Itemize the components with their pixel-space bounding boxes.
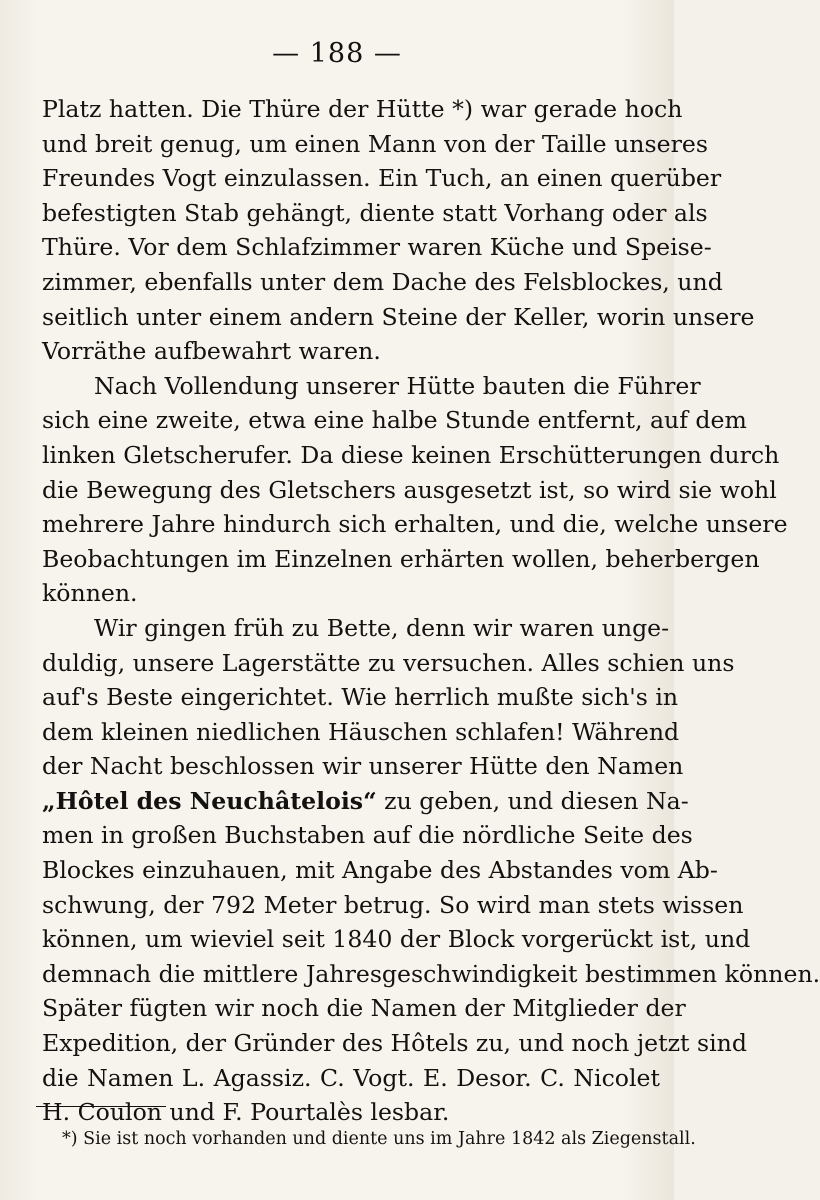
text-line: Wir gingen früh zu Bette, denn wir waren unge- [94,613,670,642]
text-line: und breit genug, um einen Mann von der Taille unseres [42,129,708,158]
text-line: Freundes Vogt einzulassen. Ein Tuch, an einen querüber [42,164,722,193]
text-line: dem kleinen niedlichen Häuschen schlafen! Während [42,717,680,746]
text-line: Blockes einzuhauen, mit Angabe des Abstandes vom Ab- [42,856,718,885]
text-line: demnach die mittlere Jahresgeschwindigkeit bestimmen können. [42,959,820,988]
page-number: — 188 — [272,38,402,69]
text-line: schwung, der 792 Meter betrug. So wird man stets wissen [42,890,744,919]
main-text [42,92,820,1130]
text-line: Expedition, der Gründer des Hôtels zu, und noch jetzt sind [42,1029,747,1058]
text-line: seitlich unter einem andern Steine der Keller, worin unsere [42,302,755,331]
paragraph-3 [42,611,820,1130]
hotel-line-rest: zu geben, und diesen Na- [376,786,689,815]
text-line: mehrere Jahre hindurch sich erhalten, und die, welche unsere [42,510,788,539]
text-line: H. Coulon und F. Pourtalès lesbar. [42,1098,450,1127]
text-line: duldig, unsere Lagerstätte zu versuchen. Alles schien uns [42,648,735,677]
paragraph-1 [42,92,755,369]
text-line: die Namen L. Agassiz. C. Vogt. E. Desor. C. Nicolet [42,1063,660,1092]
text-line: Nach Vollendung unserer Hütte bauten die Führer [94,371,701,400]
text-line: sich eine zweite, etwa eine halbe Stunde entfernt, auf dem [42,406,747,435]
text-line: der Nacht beschlossen wir unserer Hütte den Namen [42,752,684,781]
hotel-name: „Hôtel des Neuchâtelois“ [42,786,377,815]
text-line: men in großen Buchstaben auf die nördliche Seite des [42,821,693,850]
text-line: befestigten Stab gehängt, diente statt Vorhang oder als [42,198,708,227]
text-line: können. [42,579,138,608]
text-line: linken Gletscherufer. Da diese keinen Erschütterungen durch [42,440,780,469]
footnote-divider [36,1106,166,1107]
text-line: Beobachtungen im Einzelnen erhärten wollen, beherbergen [42,544,760,573]
footnote: *) Sie ist noch vorhanden und diente uns im Jahre 1842 als Ziegenstall. [62,1129,696,1149]
paragraph-2 [42,369,788,611]
text-line-hotel-name [42,784,689,819]
text-line: Thüre. Vor dem Schlafzimmer waren Küche und Speise- [42,233,712,262]
text-line: können, um wieviel seit 1840 der Block vorgerückt ist, und [42,925,751,954]
text-line: Später fügten wir noch die Namen der Mitglieder der [42,994,686,1023]
text-line: zimmer, ebenfalls unter dem Dache des Felsblockes, und [42,267,723,296]
text-line: die Bewegung des Gletschers ausgesetzt ist, so wird sie wohl [42,475,777,504]
text-line: Platz hatten. Die Thüre der Hütte *) war gerade hoch [42,95,683,123]
text-line: Vorräthe aufbewahrt waren. [42,337,381,366]
text-line: auf's Beste eingerichtet. Wie herrlich mußte sich's in [42,683,679,712]
